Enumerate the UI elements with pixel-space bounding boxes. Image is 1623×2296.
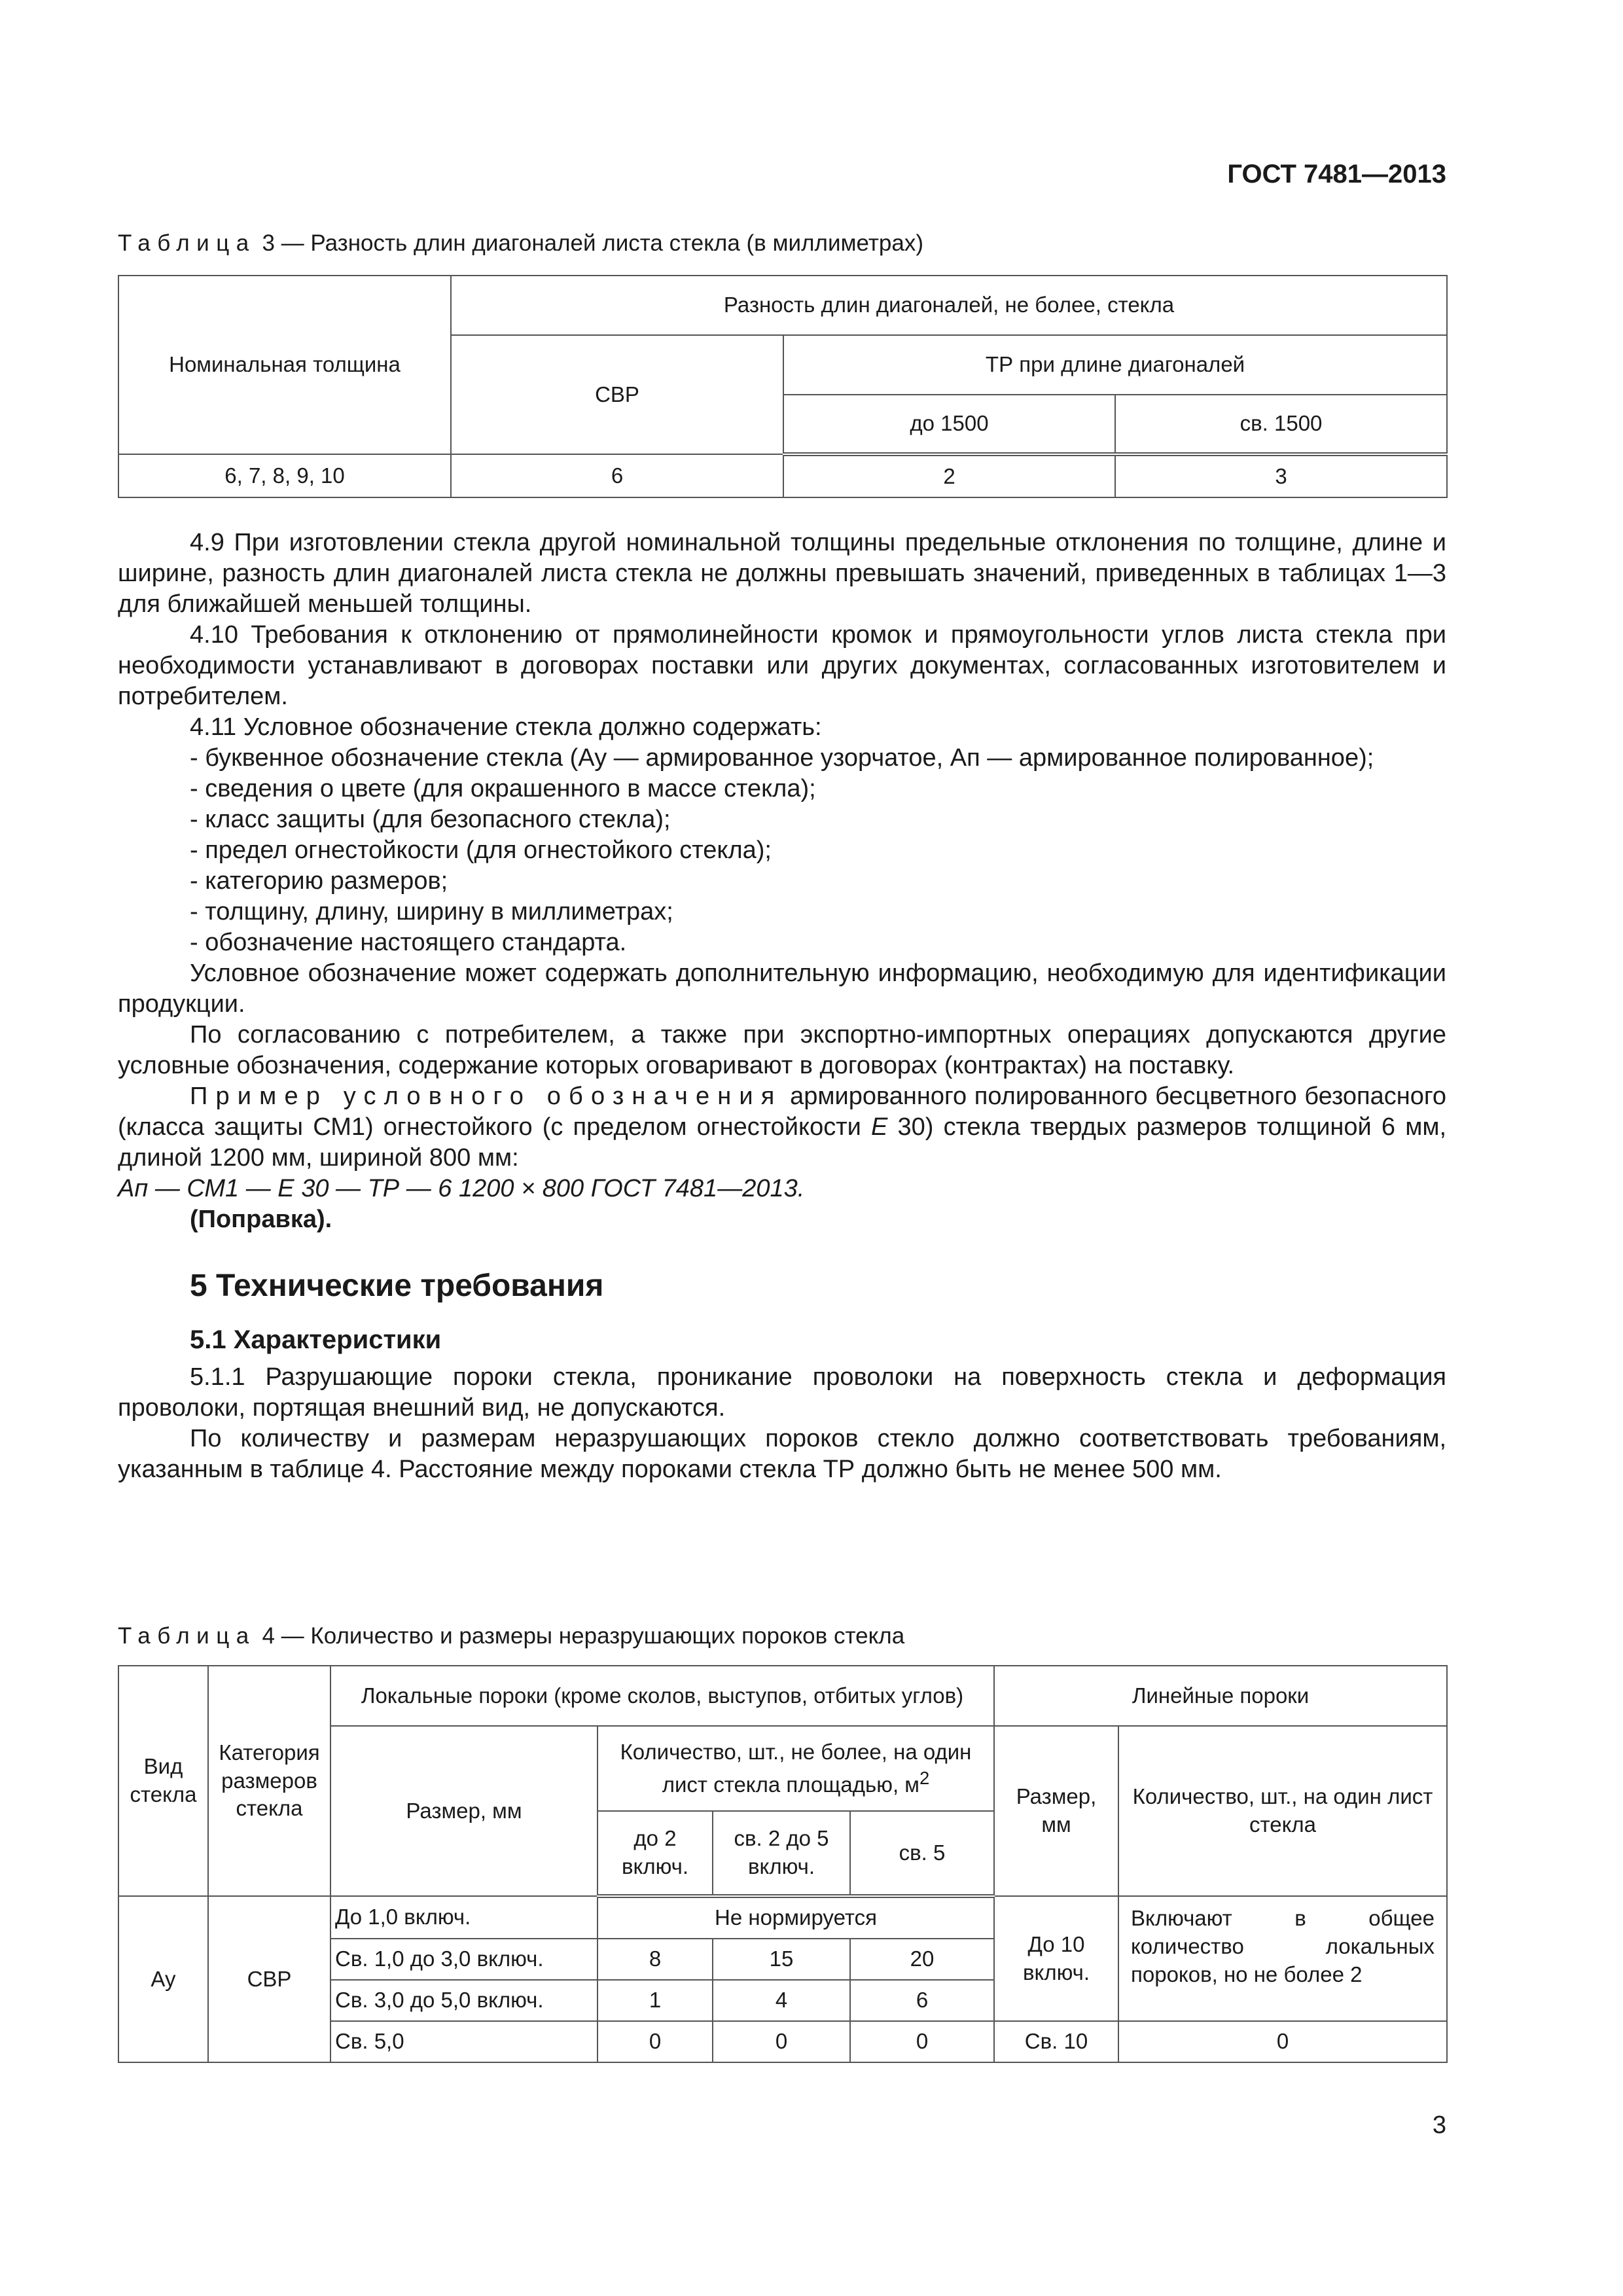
list-item: - толщину, длину, ширину в миллиметрах; xyxy=(190,898,673,925)
t3-header-svr: СВР xyxy=(451,335,783,454)
paragraph-defect-quantity: По количеству и размерам неразрушающих пороков стекло должно соответствовать требованиям, указанным в таблице 4. Расстояние между пороками стекла ТР должно быть не менее 500 мм. xyxy=(118,1425,1446,1483)
t4-header-count-text: Количество, шт., не более, на один лист стекла площадью, м xyxy=(620,1739,972,1797)
t4-header-linear-count: Количество, шт., на один лист стекла xyxy=(1118,1726,1447,1896)
t3-header-diagonal-difference: Разность длин диагоналей, не более, стекла xyxy=(451,276,1447,335)
example-formula: Ап — СМ1 — Е 30 — ТР — 6 1200 × 800 ГОСТ 7481—2013. xyxy=(118,1175,805,1202)
correction-note: (Поправка). xyxy=(190,1206,332,1233)
list-item: - обозначение настоящего стандарта. xyxy=(190,929,627,956)
standard-code-header: ГОСТ 7481—2013 xyxy=(1227,160,1446,188)
t4-cell-category: СВР xyxy=(208,1896,330,2062)
t4-header-over-5: св. 5 xyxy=(850,1811,994,1896)
table-3-caption-label: Таблица xyxy=(118,230,256,256)
table-4-caption xyxy=(118,1623,904,1649)
t3-header-over-1500: св. 1500 xyxy=(1115,395,1447,454)
t4-cell-count: 6 xyxy=(850,1980,994,2021)
t3-header-tr: ТР при длине диагоналей xyxy=(783,335,1447,395)
t4-header-kind: Вид стекла xyxy=(118,1666,208,1896)
t4-cell-linear-count: Включают в общее количество локальных пороков, но не более 2 xyxy=(1118,1896,1447,2021)
paragraph-4-9: 4.9 При изготовлении стекла другой номинальной толщины предельные отклонения по толщине, длине и ширине, разность длин диагоналей листа стекла не должны превышать значений, приведенных в таблицах 1—3 для ближайшей меньшей толщины. xyxy=(118,529,1446,618)
list-item: - сведения о цвете (для окрашенного в массе стекла); xyxy=(190,775,816,802)
t4-cell-count: 0 xyxy=(597,2021,713,2062)
paragraph-agreement: По согласованию с потребителем, а также при экспортно-импортных операциях допускаются другие условные обозначения, содержание которых оговаривают в договорах (контрактах) на поставку. xyxy=(118,1021,1446,1079)
t4-header-count-sup: 2 xyxy=(919,1767,930,1788)
t3-cell-to-1500: 2 xyxy=(783,454,1115,497)
t4-header-category: Категория размеров стекла xyxy=(208,1666,330,1896)
paragraph-optional-info: Условное обозначение может содержать дополнительную информацию, необходимую для идентификации продукции. xyxy=(118,960,1446,1018)
paragraph-example xyxy=(118,1081,1446,1174)
t3-cell-over-1500: 3 xyxy=(1115,454,1447,497)
list-item: - предел огнестойкости (для огнестойкого стекла); xyxy=(190,836,772,864)
t3-header-nominal-thickness: Номинальная толщина xyxy=(118,276,451,454)
section-5-title: 5 Технические требования xyxy=(190,1268,604,1303)
t4-cell-count: 0 xyxy=(713,2021,850,2062)
t4-cell-size: До 1,0 включ. xyxy=(330,1896,597,1939)
example-text-b: 30) стекла твердых размеров толщиной 6 мм, длиной 1200 мм, шириной 800 мм: xyxy=(118,1113,1446,1172)
example-label: Пример условного обозначения xyxy=(190,1083,783,1110)
table-4-caption-number: 4 xyxy=(262,1623,275,1649)
t4-cell-count: 4 xyxy=(713,1980,850,2021)
table-3-caption-text: — Разность длин диагоналей листа стекла (в миллиметрах) xyxy=(281,230,923,256)
t4-header-linear-size: Размер, мм xyxy=(994,1726,1118,1896)
table-4-caption-label: Таблица xyxy=(118,1623,256,1649)
list-item: - буквенное обозначение стекла (Ау — армированное узорчатое, Ап — армированное полированное); xyxy=(190,744,1374,772)
table-3-caption xyxy=(118,230,923,257)
list-item: - категорию размеров; xyxy=(190,867,448,895)
table-3 xyxy=(118,275,1448,498)
document-body xyxy=(118,528,1446,1485)
table-3-caption-number: 3 xyxy=(262,230,275,256)
t4-cell-size: Св. 1,0 до 3,0 включ. xyxy=(330,1939,597,1980)
t4-cell-count: 1 xyxy=(597,1980,713,2021)
t4-cell-size: Св. 3,0 до 5,0 включ. xyxy=(330,1980,597,2021)
example-e: Е xyxy=(871,1113,888,1141)
t4-cell-size: Св. 5,0 xyxy=(330,2021,597,2062)
paragraph-4-11: 4.11 Условное обозначение стекла должно содержать: xyxy=(190,713,822,741)
table-4-caption-text: — Количество и размеры неразрушающих пороков стекла xyxy=(281,1623,905,1649)
t4-header-linear-defects: Линейные пороки xyxy=(994,1666,1447,1726)
t4-cell-count: 20 xyxy=(850,1939,994,1980)
t4-cell-count: 15 xyxy=(713,1939,850,1980)
t4-cell-linear-size: До 10 включ. xyxy=(994,1896,1118,2021)
paragraph-5-1-1: 5.1.1 Разрушающие пороки стекла, проникание проволоки на поверхность стекла и деформация проволоки, портящая внешний вид, не допускаются. xyxy=(118,1363,1446,1422)
example-text-a: армированного полированного бесцветного безопасного (класса защиты СМ1) огнестойкого (с пределом огнестойкости xyxy=(118,1083,1446,1141)
t4-cell-linear-size: Св. 10 xyxy=(994,2021,1118,2062)
t4-cell-not-regulated: Не нормируется xyxy=(597,1896,994,1939)
t3-cell-svr: 6 xyxy=(451,454,783,497)
t4-cell-kind: Ау xyxy=(118,1896,208,2062)
page-number: 3 xyxy=(1432,2111,1446,2139)
t4-header-local-defects: Локальные пороки (кроме сколов, выступов, отбитых углов) xyxy=(330,1666,994,1726)
paragraph-4-10: 4.10 Требования к отклонению от прямолинейности кромок и прямоугольности углов листа стекла при необходимости устанавливают в договорах поставки или других документах, согласованных изготовителем и потребителем. xyxy=(118,621,1446,710)
table-4 xyxy=(118,1665,1448,2063)
t4-cell-count: 8 xyxy=(597,1939,713,1980)
list-item: - класс защиты (для безопасного стекла); xyxy=(190,806,671,833)
t3-header-to-1500: до 1500 xyxy=(783,395,1115,454)
t4-header-count-per-area xyxy=(597,1726,994,1811)
t3-cell-thickness: 6, 7, 8, 9, 10 xyxy=(118,454,451,497)
t4-header-2-to-5: св. 2 до 5 включ. xyxy=(713,1811,850,1896)
t4-cell-count: 0 xyxy=(850,2021,994,2062)
subsection-5-1-title: 5.1 Характеристики xyxy=(190,1325,442,1354)
t4-cell-linear-count: 0 xyxy=(1118,2021,1447,2062)
t4-header-size: Размер, мм xyxy=(330,1726,597,1896)
t4-header-to-2: до 2 включ. xyxy=(597,1811,713,1896)
